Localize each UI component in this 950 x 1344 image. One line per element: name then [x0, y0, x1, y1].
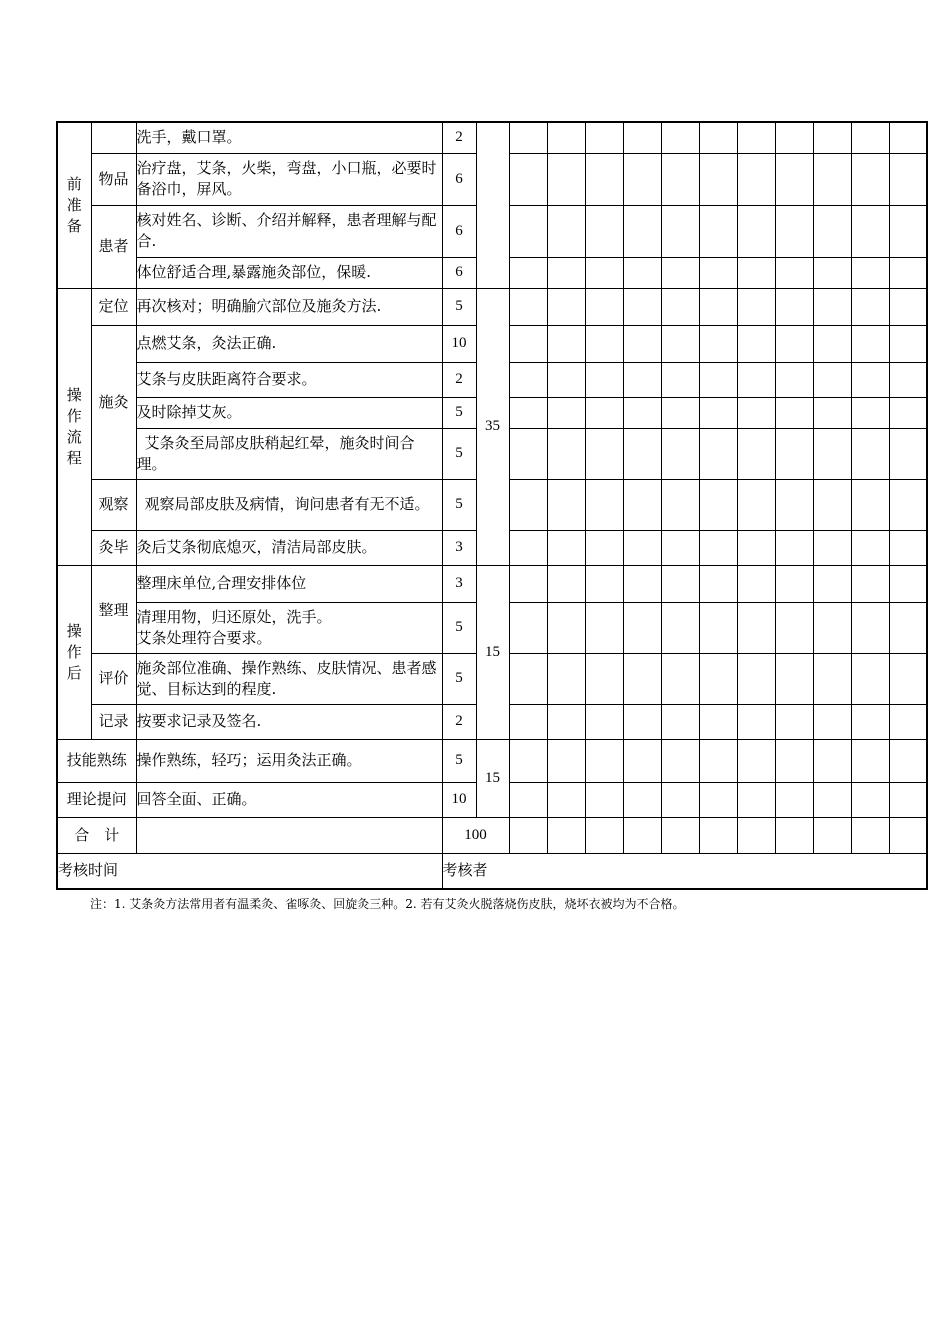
requirement-cell: 洗手，戴口罩。 [136, 122, 442, 153]
sub-patient: 患者 [91, 205, 136, 288]
points-cell: 2 [442, 704, 476, 739]
sub-position: 定位 [91, 288, 136, 325]
table-row-total [57, 817, 927, 853]
section-skill: 技能熟练 [57, 739, 136, 782]
total-label: 合 计 [57, 817, 136, 853]
requirement-cell: 观察局部皮肤及病情，询问患者有无不适。 [136, 479, 442, 530]
section-pre-prep: 前准备 [57, 122, 91, 288]
requirement-line: 艾条处理符合要求。 [136, 628, 272, 647]
points-cell: 10 [442, 782, 476, 817]
group-total-skill-theory: 15 [476, 739, 509, 817]
sub-goods: 物品 [91, 153, 136, 205]
requirement-cell: 再次核对；明确腧穴部位及施灸方法. [136, 288, 442, 325]
sub-empty [91, 122, 136, 153]
requirement-cell: 回答全面、正确。 [136, 782, 442, 817]
points-cell: 5 [442, 428, 476, 479]
points-cell: 2 [442, 122, 476, 153]
requirement-cell [136, 602, 442, 653]
section-theory: 理论提问 [57, 782, 136, 817]
group-total-operation: 35 [476, 288, 509, 565]
points-cell: 5 [442, 479, 476, 530]
examiner-label: 考核者 [442, 853, 927, 889]
points-cell: 10 [442, 325, 476, 362]
sub-record: 记录 [91, 704, 136, 739]
section-operation: 操作流程 [57, 288, 91, 565]
sub-finish: 灸毕 [91, 530, 136, 565]
requirement-line: 清理用物，归还原处，洗手。 [136, 607, 332, 626]
requirement-cell: 体位舒适合理,暴露施灸部位，保暖. [136, 257, 442, 288]
points-cell: 5 [442, 397, 476, 428]
footnote: 注：1. 艾条灸方法常用者有温柔灸、雀啄灸、回旋灸三种。2. 若有艾灸火脱落烧伤皮肤，烧坏衣被均为不合格。 [90, 897, 685, 911]
points-cell: 3 [442, 565, 476, 602]
exam-time-label: 考核时间 [57, 853, 442, 889]
requirement-cell: 操作熟练，轻巧；运用灸法正确。 [136, 739, 442, 782]
sub-evaluate: 评价 [91, 653, 136, 704]
sub-observe: 观察 [91, 479, 136, 530]
requirement-cell: 治疗盘，艾条，火柴，弯盘，小口瓶，必要时备浴巾，屏风。 [136, 153, 442, 205]
total-empty [136, 817, 442, 853]
requirement-cell: 灸后艾条彻底熄灭，清洁局部皮肤。 [136, 530, 442, 565]
requirement-cell: 艾条与皮肤距离符合要求。 [136, 362, 442, 397]
group-total-pre [476, 122, 509, 288]
points-cell: 5 [442, 653, 476, 704]
points-cell: 3 [442, 530, 476, 565]
group-total-post: 15 [476, 565, 509, 739]
section-post-op: 操作后 [57, 565, 91, 739]
points-cell: 5 [442, 602, 476, 653]
scoring-sheet [56, 121, 928, 890]
points-cell: 6 [442, 257, 476, 288]
requirement-cell: 点燃艾条，灸法正确. [136, 325, 442, 362]
requirement-cell: 按要求记录及签名. [136, 704, 442, 739]
requirement-cell: 艾条灸至局部皮肤稍起红晕，施灸时间合理。 [136, 428, 442, 479]
total-score: 100 [442, 817, 509, 853]
points-cell: 6 [442, 153, 476, 205]
requirement-cell: 及时除掉艾灰。 [136, 397, 442, 428]
points-cell: 5 [442, 288, 476, 325]
points-cell: 5 [442, 739, 476, 782]
table-row-footer [57, 853, 927, 889]
sub-tidy: 整理 [91, 565, 136, 653]
scoring-table [56, 121, 928, 890]
points-cell: 2 [442, 362, 476, 397]
points-cell: 6 [442, 205, 476, 257]
table-row [57, 288, 927, 325]
requirement-cell: 施灸部位准确、操作熟练、皮肤情况、患者感觉、目标达到的程度. [136, 653, 442, 704]
requirement-cell: 核对姓名、诊断、介绍并解释，患者理解与配合. [136, 205, 442, 257]
requirement-cell: 整理床单位,合理安排体位 [136, 565, 442, 602]
table-row [57, 122, 927, 153]
table-row [57, 565, 927, 602]
sub-moxibustion: 施灸 [91, 325, 136, 479]
table-row [57, 739, 927, 782]
